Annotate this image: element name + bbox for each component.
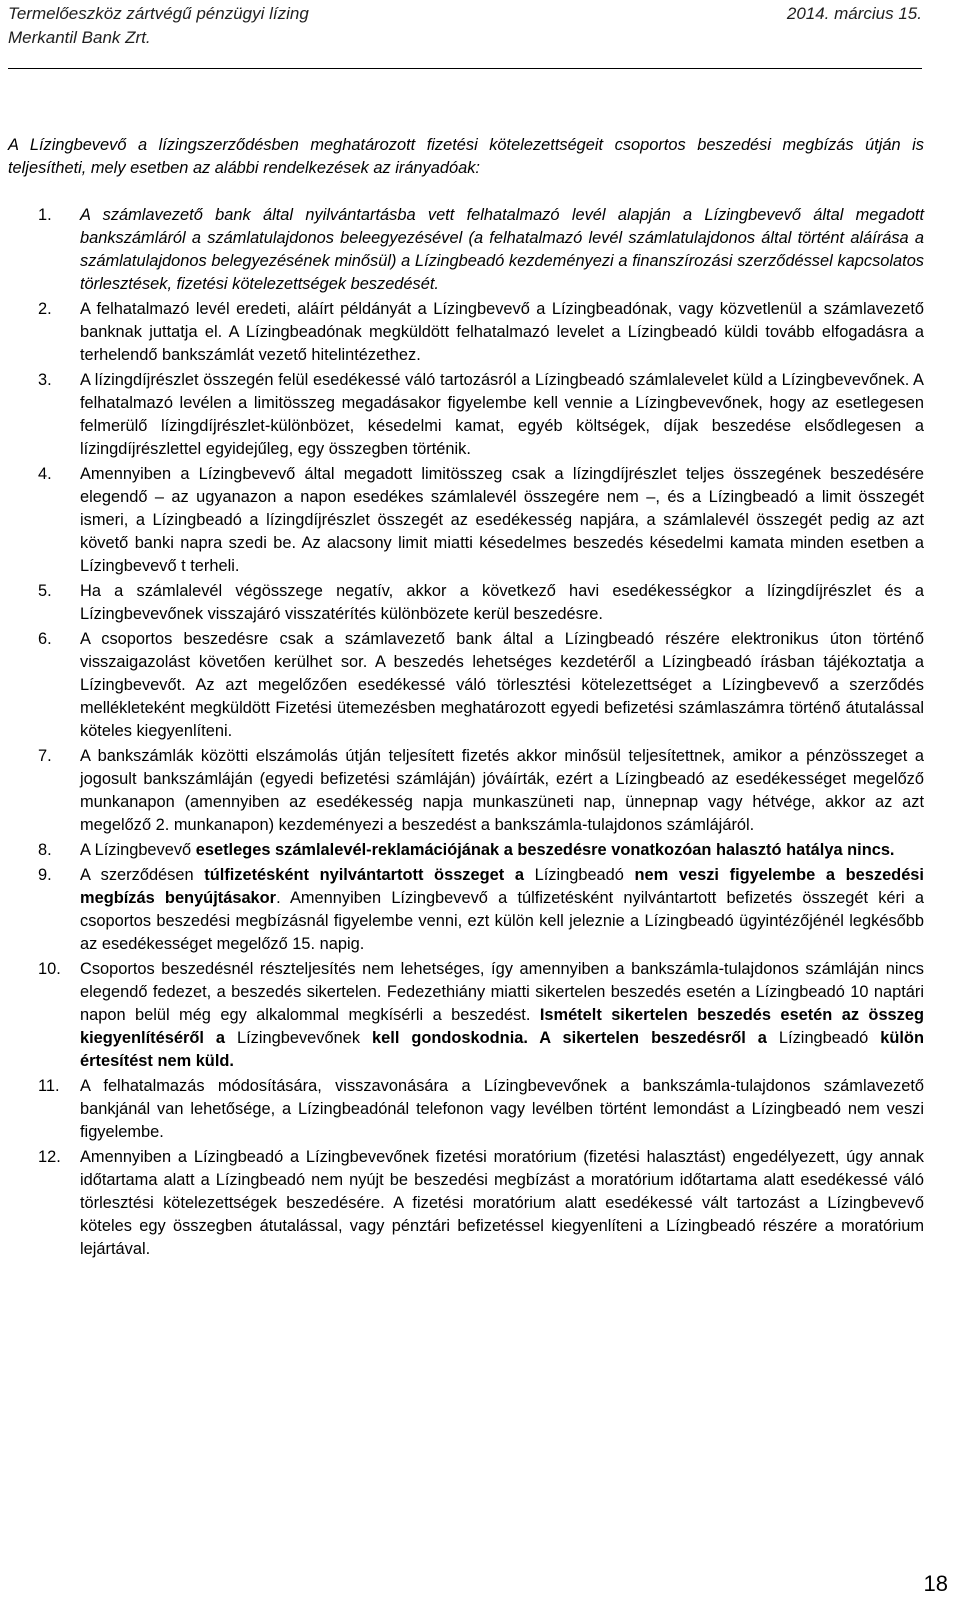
item-number: 10. [38,960,61,978]
bold-text: túlfizetésként nyilvántartott összeget a [204,866,524,884]
list-item [8,204,924,296]
item-text [80,206,924,293]
text-segment: A szerződésen [80,866,205,884]
document-date: 2014. március 15. [786,4,922,23]
bold-text: esetleges számlalevél-reklamációjának a beszedésre vonatkozóan halasztó hatálya nincs. [195,841,895,859]
item-number: 9. [38,866,52,884]
item-number: 12. [38,1148,61,1166]
bold-text: nem veszi figyelembe a beszedési megbízás benyújtásakor [80,866,924,907]
item-number: 8. [38,841,52,859]
list-item [8,864,924,956]
text-segment: Lízingbeadó [766,1029,881,1047]
item-number: 11. [38,1077,60,1095]
list-item [8,463,924,578]
provisions-list [8,204,924,1263]
text-segment: A számlavezető bank által nyilvántartásba vett felhatalmazó levél alapján a Lízingbevevő által megadott bankszámláról a számlatulajdonos beleegyezésével (a felhatalmazó levél számlatulajdonos által történt aláírása a számlatulajdonos belegyezésének minősül) a Lízingbeadó kezdeményezi a finanszírozási szerződéssel kapcsolatos törlesztések, fizetési kötelezettségek beszedését. [80,206,924,293]
item-number: 4. [38,465,52,483]
item-number: 7. [38,747,52,765]
item-number: 6. [38,630,52,648]
item-text [80,747,924,834]
list-item [8,1146,924,1261]
list-item [8,1075,924,1144]
text-segment: Lízingbeadó [523,866,635,884]
text-segment: Amennyiben a Lízingbeadó a Lízingbevevőnek fizetési moratórium (fizetési halasztást) engedélyezett, úgy annak időtartama alatt a Lízingbeadó nem nyújt be beszedési megbízást a moratórium időtartama alatt esedékessé váló törlesztési kötelezettségek beszedésére. A fizetési moratórium alatt esedékessé vált tartozást a Lízingbevevő köteles egy összegben átutalással, vagy pénztári befizetéssel kiegyenlíteni a Lízingbeadó részére a moratórium lejártával. [80,1148,924,1258]
bold-text: kell gondoskodnia. A sikertelen beszedésről a [372,1029,767,1047]
item-text [80,1077,924,1141]
text-segment: A lízingdíjrészlet összegén felül esedékessé váló tartozásról a Lízingbeadó számlalevelet küld a Lízingbevevőnek. A felhatalmazó levélen a limitösszeg megadásakor figyelembe kell vennie a Lízingbevevőnek, hogy az esetlegesen felmerülő lízingdíjrészlet-különbözet, késedelmi kamat, egyéb költségek, díjak beszedése elsődlegesen a lízingdíjrészlettel egyidejűleg, egy összegben történik. [80,371,924,458]
item-number: 5. [38,582,52,600]
item-number: 2. [38,300,52,318]
item-number: 3. [38,371,52,389]
list-item [8,369,924,461]
list-item [8,628,924,743]
list-item [8,839,924,862]
list-item [8,298,924,367]
item-text [80,866,924,953]
item-text [80,582,924,623]
text-segment: A felhatalmazás módosítására, visszavonására a Lízingbevevőnek a bankszámla-tulajdonos számlavezető bankjánál van lehetősége, a Lízingbeadónál telefonon vagy levélben történt lemondást a Lízingbeadó nem veszi figyelembe. [80,1077,924,1141]
text-segment: Lízingbevevőnek [225,1029,373,1047]
text-segment: Ha a számlalevél végösszege negatív, akkor a következő havi esedékességkor a lízingdíjrészlet és a Lízingbevevőnek visszajáró visszatérítés különbözete kerül beszedésre. [80,582,924,623]
document-title: Termelőeszköz zártvégű pénzügyi lízing [8,4,309,23]
item-text [80,630,924,740]
item-text [80,960,924,1070]
text-segment: A felhatalmazó levél eredeti, aláírt példányát a Lízingbevevő a Lízingbeadónak, vagy közvetlenül a számlavezető banknak juttatja el. A Lízingbeadónak megküldött felhatalmazó levelet a Lízingbeadó küldi tovább elfogadásra a terhelendő bankszámlát vezető hitelintézethez. [80,300,924,364]
page-number: 18 [923,1571,948,1596]
bold-text: Ismételt sikertelen beszedés esetén az összeg kiegyenlítéséről a [80,1006,925,1047]
item-text [80,465,924,575]
list-item [8,580,924,626]
item-text [80,841,895,859]
text-segment: Amennyiben a Lízingbevevő által megadott limitösszeg csak a lízingdíjrészlet teljes összegének beszedésére elegendő – az ugyanazon a napon esedékes számlalevél összegére nem –, és a Lízingbeadó a limit összegét ismeri, a Lízingbeadó a lízingdíjrészlet összegét az esedékesség napjára, a számlalevél összegét pedig az azt követő banki napra szedi be. Az alacsony limit miatti késedelmes beszedés késedelmi kamata minden esetben a Lízingbevevő t terheli. [80,465,924,575]
item-text [80,1148,924,1258]
item-number: 1. [38,206,52,224]
page-header [8,2,922,69]
list-item [8,745,924,837]
company-name: Merkantil Bank Zrt. [8,28,151,47]
intro-paragraph: A Lízingbevevő a lízingszerződésben meghatározott fizetési kötelezettségeit csoportos beszedési megbízás útján is teljesítheti, mely esetben az alábbi rendelkezések az irányadóak: [8,136,924,177]
bold-text: külön értesítést nem küld. [80,1029,924,1070]
item-text [80,300,924,364]
text-segment: A bankszámlák közötti elszámolás útján teljesített fizetés akkor minősül teljesítettnek, amikor a pénzösszeget a jogosult bankszámláján (egyedi befizetési számláján) jóváírták, ezért a Lízingbeadó az esedékességet megelőző munkanapon (amennyiben az esedékesség napja munkaszüneti nap, ünnepnap vagy hétvége, akkor az azt megelőző 2. munkanapon) kezdeményezi a beszedést a bankszámla-tulajdonos számlájáról. [80,747,924,834]
text-segment: A csoportos beszedésre csak a számlavezető bank által a Lízingbeadó részére elektronikus úton történő visszaigazolást követően kerülhet sor. A beszedés lehetséges kezdetéről a Lízingbeadó írásban tájékoztatja a Lízingbevevőt. Az azt megelőzően esedékessé váló törlesztési kötelezettséget a Lízingbevevő a szerződés mellékleteként megküldött Fizetési ütemezésben meghatározott egyedi befizetési számlaszámra történő átutalással köteles kiegyenlíteni. [80,630,924,740]
text-segment: . Amennyiben Lízingbevevő a túlfizetésként nyilvántartott befizetés összegét kéri a csoportos beszedési megbízásnál figyelembe venni, ezt külön kell jeleznie a Lízingbeadó ügyintézőjénél legkésőbb az esedékességet megelőző 15. napig. [80,889,925,953]
list-item [8,958,924,1073]
item-text [80,371,924,458]
text-segment: Csoportos beszedésnél részteljesítés nem lehetséges, így amennyiben a bankszámla-tulajdonos számláján nincs elegendő fedezet, a beszedés sikertelen. Fedezethiány miatti sikertelen beszedés esetén a Lízingbeadó 10 naptári napon belül még egy alkalommal megkísérli a beszedést. [80,960,924,1024]
text-segment: A Lízingbevevő [80,841,196,859]
